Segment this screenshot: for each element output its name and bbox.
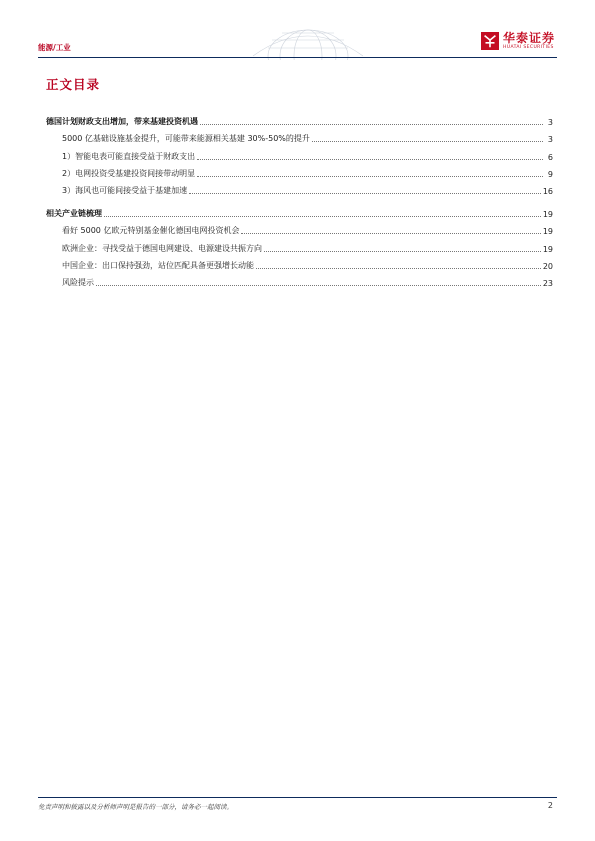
page-header [38, 30, 557, 60]
toc-entry-label: 风险提示 [62, 277, 94, 287]
footer-divider [38, 797, 557, 798]
toc-leader-dots [312, 141, 543, 142]
toc-title: 正文目录 [46, 77, 101, 92]
toc-entry-page: 19 [542, 244, 553, 254]
toc-entry-level2[interactable] [46, 219, 553, 236]
toc-entry-label: 1）智能电表可能直接受益于财政支出 [62, 151, 196, 161]
toc-entry-label: 中国企业：出口保持强劲，站位匹配具备更强增长动能 [62, 260, 254, 270]
toc-entry-page: 16 [542, 186, 553, 196]
toc-entry-page: 3 [547, 118, 553, 128]
toc-entry-level1[interactable] [46, 202, 553, 219]
toc-entry-level1[interactable] [46, 110, 553, 127]
toc-leader-dots [200, 124, 543, 125]
page-number: 2 [547, 801, 553, 810]
toc-entry-label: 2）电网投资受基建投资间接带动明显 [62, 168, 196, 178]
huatai-logo [481, 32, 555, 50]
toc-entry-label: 看好 5000 亿欧元特别基金催化德国电网投资机会 [62, 226, 240, 236]
header-divider [38, 57, 557, 58]
toc-entry-page: 6 [547, 152, 553, 162]
toc-entry-level2[interactable] [46, 236, 553, 253]
toc-entry-page: 23 [542, 278, 553, 288]
toc-entry-page: 19 [542, 227, 553, 237]
globe-watermark-icon [248, 26, 368, 60]
toc-entry-level3[interactable] [46, 179, 553, 196]
logo-chinese-name: 华泰证券 [502, 31, 555, 45]
toc-entry-label: 相关产业链梳理 [46, 209, 102, 219]
logo-english-name: HUATAI SECURITIES [502, 45, 554, 50]
toc-entry-level2[interactable] [46, 271, 553, 288]
huatai-logo-icon [481, 32, 499, 50]
toc-entry-level3[interactable] [46, 162, 553, 179]
toc-entry-page: 20 [542, 261, 553, 271]
toc-entry-level2[interactable] [46, 254, 553, 271]
toc-entry-level2[interactable] [46, 127, 553, 144]
toc-entry-label: 欧洲企业：寻找受益于德国电网建设、电源建设共振方向 [62, 243, 262, 253]
toc-leader-dots [264, 251, 541, 252]
toc-leader-dots [189, 193, 541, 194]
toc-leader-dots [104, 216, 541, 217]
report-category: 能源/工业 [38, 43, 71, 52]
toc-entry-page: 3 [547, 135, 553, 145]
toc-entry-level3[interactable] [46, 144, 553, 161]
toc-entry-label: 5000 亿基础设施基金提升，可能带来能源相关基建 30%-50%的提升 [62, 134, 310, 144]
toc-leader-dots [197, 159, 543, 160]
toc-entry-label: 德国计划财政支出增加，带来基建投资机遇 [46, 117, 198, 127]
toc-leader-dots [197, 176, 543, 177]
toc-entry-label: 3）海风也可能间接受益于基建加速 [62, 185, 188, 195]
toc-entry-page: 19 [542, 210, 553, 220]
table-of-contents [46, 110, 553, 288]
toc-leader-dots [96, 285, 541, 286]
toc-leader-dots [241, 233, 540, 234]
toc-entry-page: 9 [547, 169, 553, 179]
toc-leader-dots [256, 268, 541, 269]
footer-disclaimer: 免责声明和披露以及分析师声明是报告的一部分，请务必一起阅读。 [38, 803, 233, 811]
